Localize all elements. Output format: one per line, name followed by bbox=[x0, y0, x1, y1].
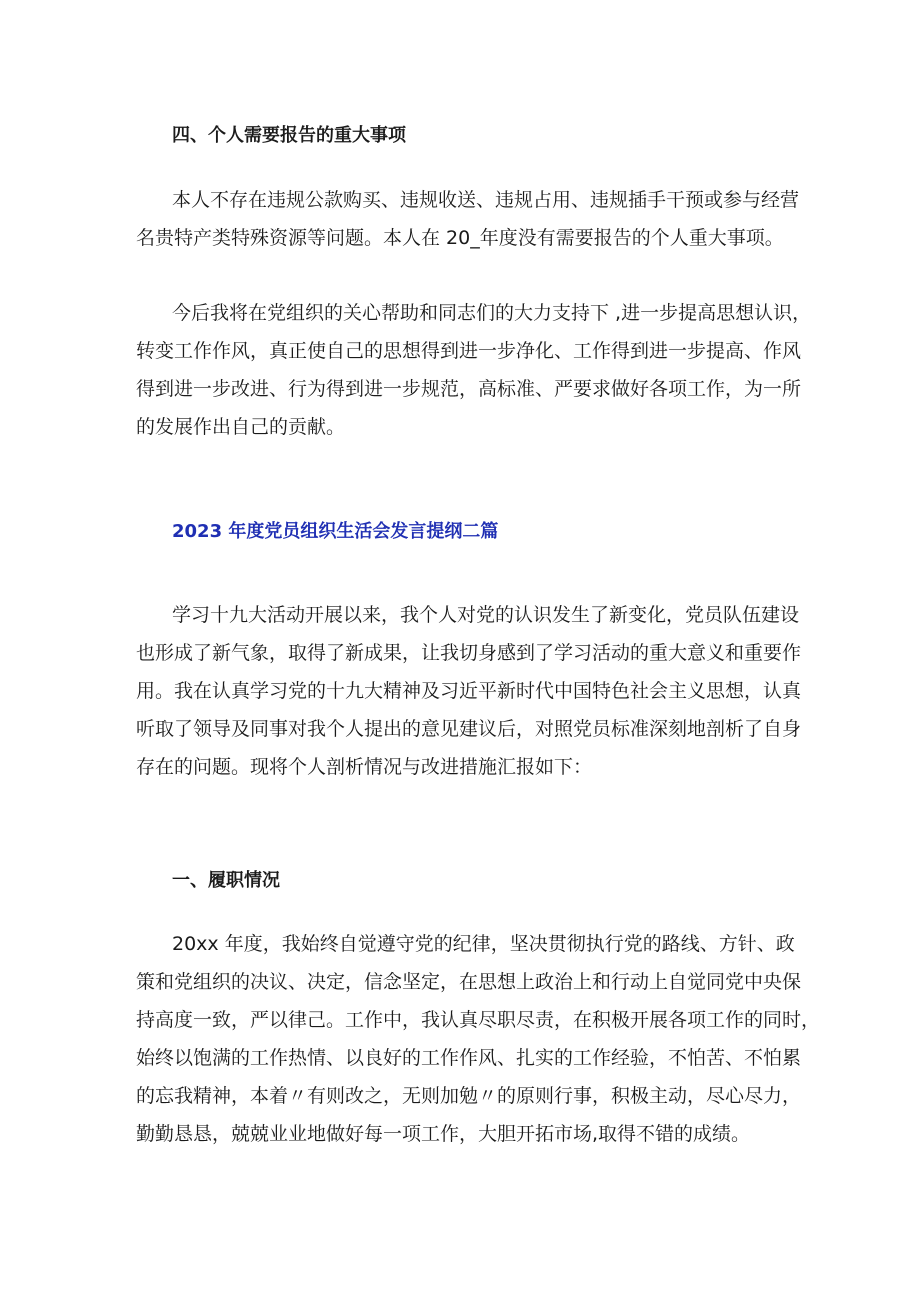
paragraph-line: 的忘我精神，本着〃有则改之，无则加勉〃的原则行事，积极主动，尽心尽力， bbox=[136, 1085, 802, 1107]
paragraph-line: 用。我在认真学习党的十九大精神及习近平新时代中国特色社会主义思想，认真 bbox=[136, 680, 802, 702]
paragraph-line: 存在的问题。现将个人剖析情况与改进措施汇报如下： bbox=[136, 756, 593, 778]
paragraph-line: 名贵特产类特殊资源等问题。本人在 20_年度没有需要报告的个人重大事项。 bbox=[136, 227, 784, 249]
paragraph-line: 听取了领导及同事对我个人提出的意见建议后，对照党员标准深刻地剖析了自身 bbox=[136, 718, 802, 740]
paragraph-line: 策和党组织的决议、决定，信念坚定，在思想上政治上和行动上自觉同党中央保 bbox=[136, 971, 802, 993]
paragraph-line: 的发展作出自己的贡献。 bbox=[136, 416, 346, 438]
paragraph-line: 始终以饱满的工作热情、以良好的工作作风、扎实的工作经验，不怕苦、不怕累 bbox=[136, 1047, 802, 1069]
section-heading-duty-performance: 一、履职情况 bbox=[172, 870, 280, 891]
paragraph-duty-performance bbox=[136, 925, 821, 1153]
paragraph-line: 也形成了新气象，取得了新成果，让我切身感到了学习活动的重大意义和重要作 bbox=[136, 642, 802, 664]
paragraph-line: 持高度一致，严以律己。工作中，我认真尽职尽责，在积极开展各项工作的同时， bbox=[136, 1009, 821, 1031]
paragraph-line: 今后我将在党组织的关心帮助和同志们的大力支持下 ,进一步提高思想认识， bbox=[172, 302, 812, 324]
paragraph-line: 学习十九大活动开展以来，我个人对党的认识发生了新变化，党员队伍建设 bbox=[172, 604, 800, 626]
paragraph-line: 本人不存在违规公款购买、违规收送、违规占用、违规插手干预或参与经营 bbox=[172, 189, 800, 211]
section-heading-reporting: 四、个人需要报告的重大事项 bbox=[172, 125, 406, 146]
paragraph-no-violations bbox=[136, 181, 800, 257]
paragraph-line: 得到进一步改进、行为得到进一步规范，高标准、严要求做好各项工作，为一所 bbox=[136, 378, 802, 400]
paragraph-introduction bbox=[136, 596, 802, 786]
paragraph-line: 转变工作作风，真正使自己的思想得到进一步净化、工作得到进一步提高、作风 bbox=[136, 340, 802, 362]
paragraph-line: 勤勤恳恳，兢兢业业地做好每一项工作，大胆开拓市场,取得不错的成绩。 bbox=[136, 1123, 751, 1145]
paragraph-future-commitment bbox=[136, 294, 812, 446]
article-title: 2023 年度党员组织生活会发言提纲二篇 bbox=[172, 521, 499, 542]
paragraph-line: 20xx 年度，我始终自觉遵守党的纪律，坚决贯彻执行党的路线、方针、政 bbox=[172, 933, 795, 955]
